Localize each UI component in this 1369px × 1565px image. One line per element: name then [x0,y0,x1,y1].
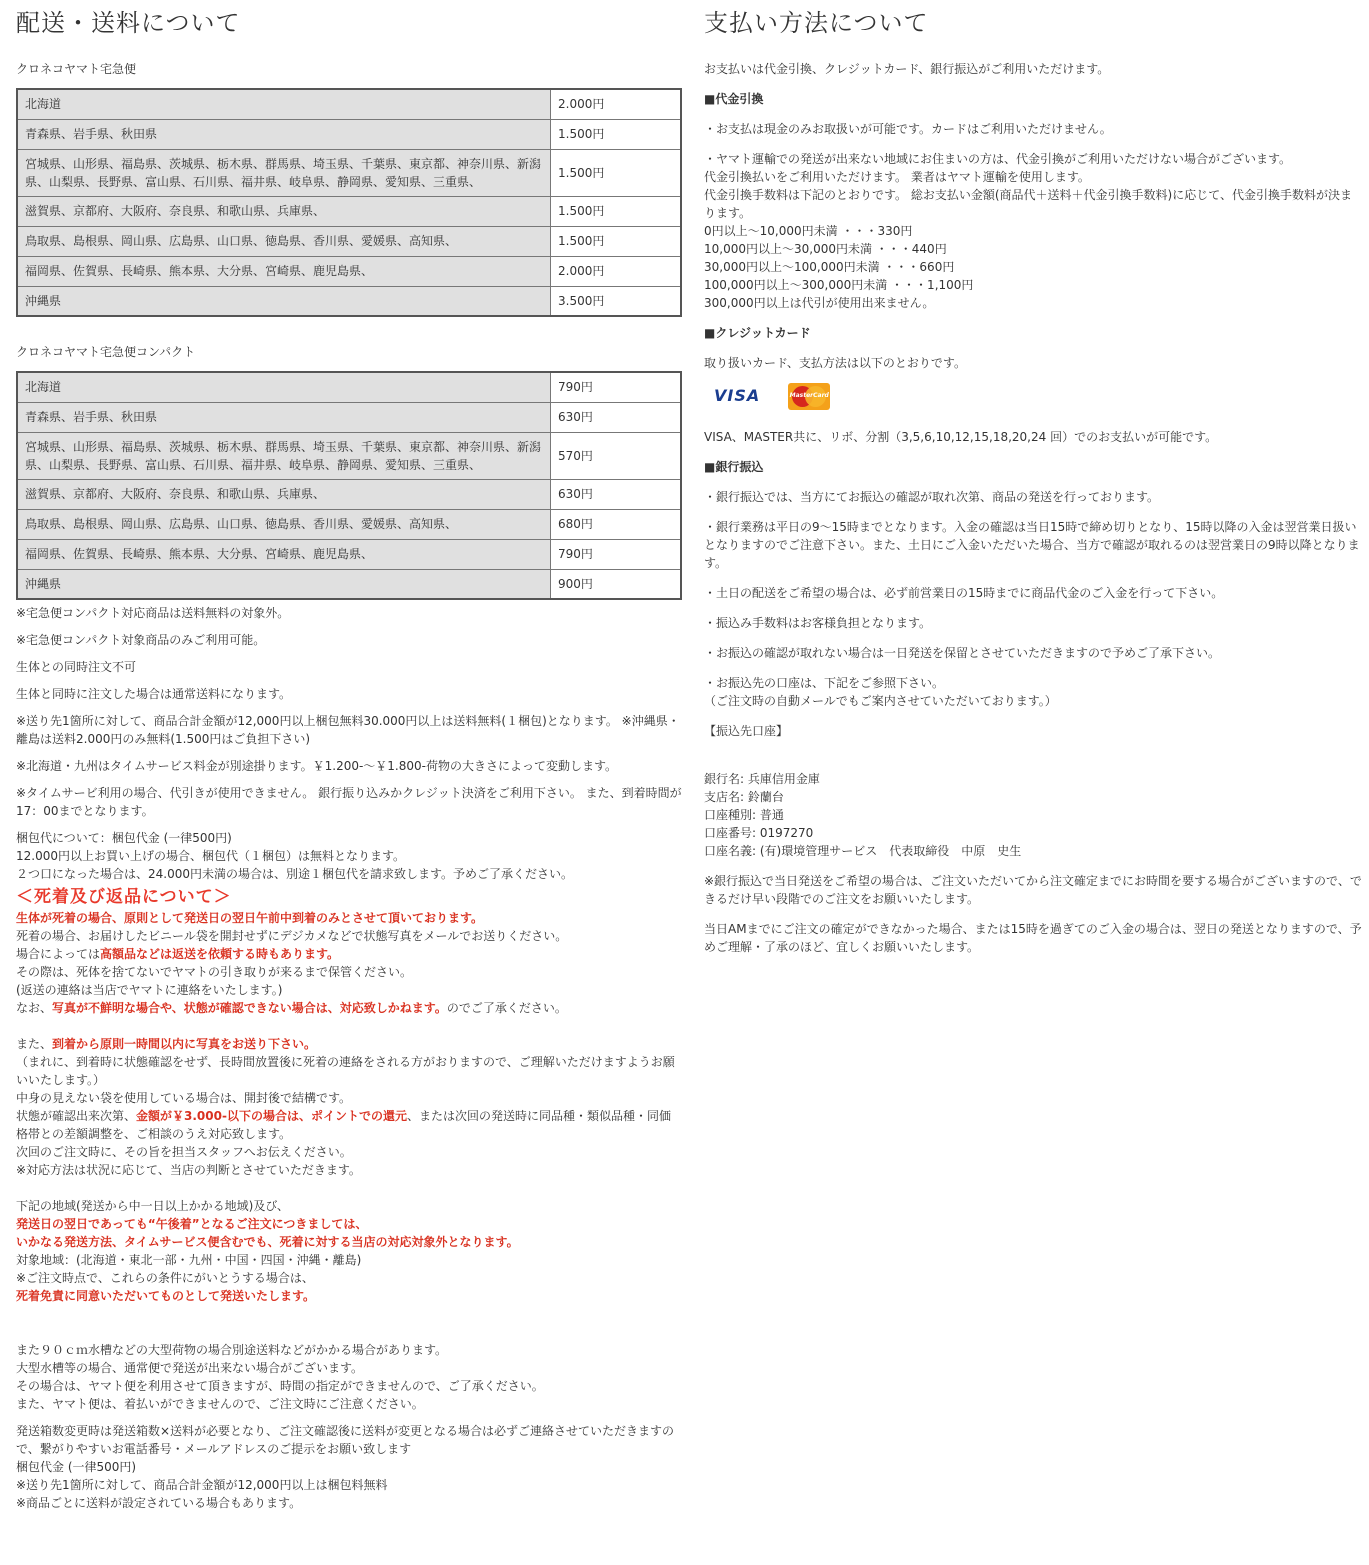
text-line: 梱包代金 (一律500円) [16,1460,137,1474]
warning-span: 到着から原則一時間以内に写真をお送り下さい。 [52,1037,317,1051]
text-line: 代金引換手数料は下記のとおりです。 総お支払い金額(商品代＋送料＋代金引換手数料)に応じて、代金引換手数料が決まります。 [704,188,1352,220]
note: ※タイムサービ利用の場合、代引きが使用できません。 銀行振り込みかクレジット決済をご利用下さい。 また、到着時間が17：00までとなります。 [16,786,682,818]
text-line: 大型水槽等の場合、通常便で発送が出来ない場合がございます。 [16,1361,364,1375]
price-cell: 1.500円 [551,149,682,196]
region-cell: 北海道 [17,89,551,119]
account-line: 口座番号: 0197270 [704,826,814,840]
text-line: 死着の場合、お届けしたビニール袋を開封せずにデジカメなどで状態写真をメールでお送りください。 [16,929,568,943]
text-line: ※ご注文時点で、これらの条件にがいとうする場合は、 [16,1271,314,1285]
text-line: その際は、死体を捨てないでヤマトの引き取りが来るまで保管ください。 [16,965,413,979]
rate-row [17,509,681,539]
payment-intro: お支払いは代金引換、クレジットカード、銀行振込がご利用いただけます。 [704,62,1110,76]
text-line: (返送の連絡は当店でヤマトに連絡をいたします。) [16,983,283,997]
text-line: また、ヤマト便は、着払いができませんので、ご注文時にご注意ください。 [16,1397,424,1411]
table2-label: クロネコヤマト宅急便コンパクト [16,345,196,359]
text-line: （ご注文時の自動メールでもご案内させていただいております。） [704,694,1057,708]
shipping-notes [16,604,682,820]
warning-line: 死着免責に同意いただいてものとして発送いたします。 [16,1289,316,1303]
price-cell: 680円 [551,509,682,539]
fee-line: 300,000円以上は代引が使用出来ません。 [704,296,935,310]
text-line: 代金引換払いをご利用いただけます。 業者はヤマト運輸を使用します。 [704,170,1090,184]
text-line: ※対応方法は状況に応じて、当店の判断とさせていただきます。 [16,1163,361,1177]
price-cell: 630円 [551,402,682,432]
death-return-heading: ＜死着及び返品について＞ [16,887,232,907]
note: ※北海道・九州はタイムサービス料金が別途掛ります。￥1.200-～￥1.800-荷物の大きさによって変動します。 [16,759,618,773]
price-cell: 1.500円 [551,226,682,256]
shipping-column [16,6,682,1512]
text-line [16,945,682,963]
text-line [16,999,682,1017]
bank-p5: ・お振込の確認が取れない場合は一日発送を保留とさせていただきますので予めご了承下さい。 [704,646,1221,660]
region-cell: 宮城県、山形県、福島県、茨城県、栃木県、群馬県、埼玉県、千葉県、東京都、神奈川県、新潟県、山梨県、長野県、富山県、石川県、福井県、岐阜県、静岡県、愛知県、三重県、 [17,432,551,479]
bank-note2: 当日AMまでにご注文の確定ができなかった場合、または15時を過ぎてのご入金の場合は、翌日の発送となりますので、予めご理解・了承のほど、宜しくお願いいたします。 [704,922,1362,954]
note: ※宅急便コンパクト対象商品のみご利用可能。 [16,633,266,647]
cod-heading: ■代金引換 [704,92,764,106]
compact-rate-table [16,371,682,600]
rate-row [17,479,681,509]
rate-row [17,402,681,432]
text-line: その場合は、ヤマト便を利用させて頂きますが、時間の指定ができませんので、ご了承ください。 [16,1379,544,1393]
note: 生体との同時注文不可 [16,660,137,674]
packing-fee-line: 12.000円以上お買い上げの場合、梱包代（１梱包）は無料となります。 [16,849,406,863]
text-line: ・お振込先の口座は、下記をご参照下さい。 [704,676,945,690]
bank-p6 [704,674,1362,710]
fee-line: 30,000円以上～100,000円未満 ・・・660円 [704,260,955,274]
text-span: また、 [16,1037,53,1051]
rate-row [17,256,681,286]
text-span: 場合によっては [16,947,101,961]
warning-line: 発送日の翌日であっても“午後着”となるご注文につきましては、 [16,1217,368,1231]
packing-fee-line: ２つ口になった場合は、24.000円未満の場合は、別途１梱包代を請求致します。予めご了承ください。 [16,867,574,881]
cod-details [704,150,1362,312]
text-line: （まれに、到着時に状態確認をせず、長時間放置後に死着の連絡をされる方がおりますので、ご理解いただけますようお願いいたします。） [16,1055,675,1087]
text-line: 対象地域：(北海道・東北一部・九州・中国・四国・沖縄・離島) [16,1253,362,1267]
box-count-section [16,1422,682,1512]
bank-account-info [704,770,1362,860]
warning-line: 生体が死着の場合、原則として発送日の翌日午前中到着のみとさせて頂いております。 [16,911,484,925]
mastercard-logo-text: MasterCard [789,391,829,399]
bank-p2: ・銀行業務は平日の9～15時までとなります。入金の確認は当日15時で締め切りとなり、15時以降の入金は翌営業日扱いとなりますのでご注意下さい。また、土日にご入金いただいた場合、当方で確認が取れるのは翌営業日の9時以降となります。 [704,520,1360,570]
rate-row [17,196,681,226]
large-cargo-section [16,1341,682,1413]
price-cell: 2.000円 [551,89,682,119]
price-cell: 570円 [551,432,682,479]
text-line: ・ヤマト運輸での発送が出来ない地域にお住まいの方は、代金引換がご利用いただけない場合がございます。 [704,152,1292,166]
cod-p1: ・お支払は現金のみお取扱いが可能です。カードはご利用いただけません。 [704,122,1112,136]
takkyubin-rate-table [16,88,682,317]
shipping-title: 配送・送料について [16,9,241,37]
region-cell: 福岡県、佐賀県、長崎県、熊本県、大分県、宮崎県、鹿児島県、 [17,256,551,286]
note: ※送り先1箇所に対して、商品合計金額が12,000円以上梱包無料30.000円以上は送料無料(１梱包)となります。 ※沖縄県・離島は送料2.000円のみ無料(1.500円はご負担下さい) [16,714,680,746]
region-cell: 北海道 [17,372,551,402]
payment-column [704,6,1362,968]
region-cell: 青森県、岩手県、秋田県 [17,119,551,149]
warning-span: 金額が￥3.000-以下の場合は、ポイントでの還元 [136,1109,407,1123]
rate-row [17,119,681,149]
text-span: のでご了承ください。 [446,1001,567,1015]
credit-p1: 取り扱いカード、支払方法は以下のとおりです。 [704,356,966,370]
packing-fee-line: 梱包代について：梱包代金 (一律500円) [16,831,232,845]
mastercard-logo-icon [788,383,830,410]
death-return-section [16,885,682,1305]
card-logos [708,382,1362,410]
price-cell: 1.500円 [551,119,682,149]
text-span: 、または次回の発送時に同品種・類似品種・同価格帯との差額調整を、ご相談のうえ対応致します。 [16,1109,671,1141]
visa-logo-icon: VISA [714,386,761,405]
fee-line: 0円以上～10,000円未満 ・・・330円 [704,224,913,238]
region-cell: 鳥取県、島根県、岡山県、広島県、山口県、徳島県、香川県、愛媛県、高知県、 [17,509,551,539]
region-cell: 滋賀県、京都府、大阪府、奈良県、和歌山県、兵庫県、 [17,479,551,509]
text-line: 中身の見えない袋を使用している場合は、開封後で結構です。 [16,1091,352,1105]
bank-p4: ・振込み手数料はお客様負担となります。 [704,616,932,630]
rate-row [17,372,681,402]
warning-span: 高額品などは返送を依頼する時もあります。 [100,947,340,961]
rate-row [17,539,681,569]
payment-title: 支払い方法について [704,9,929,37]
account-line: 銀行名: 兵庫信用金庫 [704,772,820,786]
price-cell: 3.500円 [551,286,682,316]
text-span: なお、 [16,1001,53,1015]
account-heading: 【振込先口座】 [704,724,789,738]
text-line: 下記の地域(発送から中一日以上かかる地域)及び、 [16,1199,289,1213]
rate-row [17,569,681,599]
rate-row [17,226,681,256]
region-cell: 鳥取県、島根県、岡山県、広島県、山口県、徳島県、香川県、愛媛県、高知県、 [17,226,551,256]
credit-p2: VISA、MASTER共に、リボ、分割（3,5,6,10,12,15,18,20,24 回）でのお支払いが可能です。 [704,430,1218,444]
price-cell: 790円 [551,539,682,569]
account-line: 口座種別: 普通 [704,808,784,822]
credit-heading: ■クレジットカード [704,326,811,340]
table1-label: クロネコヤマト宅急便 [16,62,137,76]
fee-line: 10,000円以上～30,000円未満 ・・・440円 [704,242,947,256]
region-cell: 青森県、岩手県、秋田県 [17,402,551,432]
bank-heading: ■銀行振込 [704,460,764,474]
rate-row [17,286,681,316]
bank-p3: ・土日の配送をご希望の場合は、必ず前営業日の15時までに商品代金のご入金を行って下さい。 [704,586,1224,600]
note: 生体と同時に注文した場合は通常送料になります。 [16,687,292,701]
text-line: 次回のご注文時に、その旨を担当スタッフへお伝えください。 [16,1145,352,1159]
account-line: 支店名: 鈴蘭台 [704,790,784,804]
text-line: 発送箱数変更時は発送箱数×送料が必要となり、ご注文確認後に送料が変更となる場合は必ずご連絡させていただきますので、繋がりやすいお電話番号・メールアドレスのご提示をお願い致します [16,1424,675,1456]
warning-line: いかなる発送方法、タイムサービス便含むでも、死着に対する当店の対応対象外となります。 [16,1235,519,1249]
text-line: また９０ｃｍ水槽などの大型荷物の場合別途送料などがかかる場合があります。 [16,1343,448,1357]
rate-row [17,89,681,119]
fee-line: 100,000円以上～300,000円未満 ・・・1,100円 [704,278,974,292]
text-line [16,1035,682,1053]
note: ※宅急便コンパクト対応商品は送料無料の対象外。 [16,606,290,620]
warning-span: 写真が不鮮明な場合や、状態が確認できない場合は、対応致しかねます。 [52,1001,447,1015]
text-line [16,1107,682,1143]
rate-row [17,149,681,196]
region-cell: 沖縄県 [17,286,551,316]
rate-row [17,432,681,479]
bank-p1: ・銀行振込では、当方にてお振込の確認が取れ次第、商品の発送を行っております。 [704,490,1160,504]
region-cell: 沖縄県 [17,569,551,599]
account-line: 口座名義: (有)環境管理サービス 代表取締役 中原 史生 [704,844,1022,858]
text-line: ※送り先1箇所に対して、商品合計金額が12,000円以上は梱包料無料 [16,1478,388,1492]
text-line: ※商品ごとに送料が設定されている場合もあります。 [16,1496,302,1510]
region-cell: 宮城県、山形県、福島県、茨城県、栃木県、群馬県、埼玉県、千葉県、東京都、神奈川県、新潟県、山梨県、長野県、富山県、石川県、福井県、岐阜県、静岡県、愛知県、三重県、 [17,149,551,196]
region-cell: 滋賀県、京都府、大阪府、奈良県、和歌山県、兵庫県、 [17,196,551,226]
price-cell: 630円 [551,479,682,509]
text-span: 状態が確認出来次第、 [16,1109,137,1123]
region-cell: 福岡県、佐賀県、長崎県、熊本県、大分県、宮崎県、鹿児島県、 [17,539,551,569]
packing-fee [16,829,682,883]
price-cell: 790円 [551,372,682,402]
price-cell: 900円 [551,569,682,599]
bank-note1: ※銀行振込で当日発送をご希望の場合は、ご注文いただいてから注文確定までにお時間を要する場合がございますので、できるだけ早い段階でのご注文をお願いいたします。 [704,874,1362,906]
price-cell: 1.500円 [551,196,682,226]
price-cell: 2.000円 [551,256,682,286]
